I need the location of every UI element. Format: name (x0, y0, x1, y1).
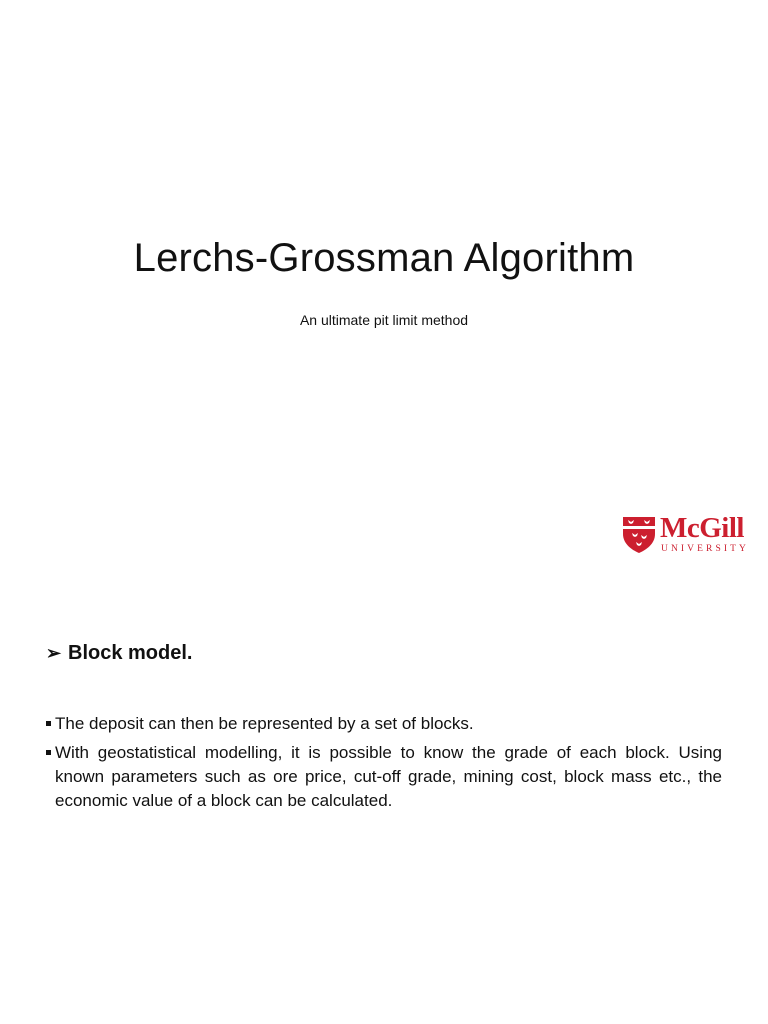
mcgill-logo (622, 513, 764, 557)
content-slide (0, 576, 768, 1024)
bullet-list (46, 712, 722, 818)
section-heading (46, 642, 192, 665)
list-item (46, 741, 722, 813)
slide-subtitle: An ultimate pit limit method (299, 312, 469, 328)
square-bullet-icon (46, 721, 51, 726)
slide-title: Lerchs-Grossman Algorithm (133, 236, 635, 280)
mcgill-shield-icon (622, 516, 656, 554)
list-item-text: The deposit can then be represented by a set of blocks. (55, 714, 474, 733)
list-item-text: With geostatistical modelling, it is possible to know the grade of each block. Using known parameters such as ore price, cut-off grade, mining cost, block mass etc., the economic value of a block can be calculated. (55, 743, 722, 810)
arrow-bullet-icon: ➢ (46, 643, 62, 663)
list-item (46, 712, 722, 736)
logo-subtext: UNIVERSITY (661, 544, 749, 554)
square-bullet-icon (46, 750, 51, 755)
section-heading-text: Block model. (68, 642, 193, 664)
logo-wordmark: McGill (660, 512, 744, 544)
